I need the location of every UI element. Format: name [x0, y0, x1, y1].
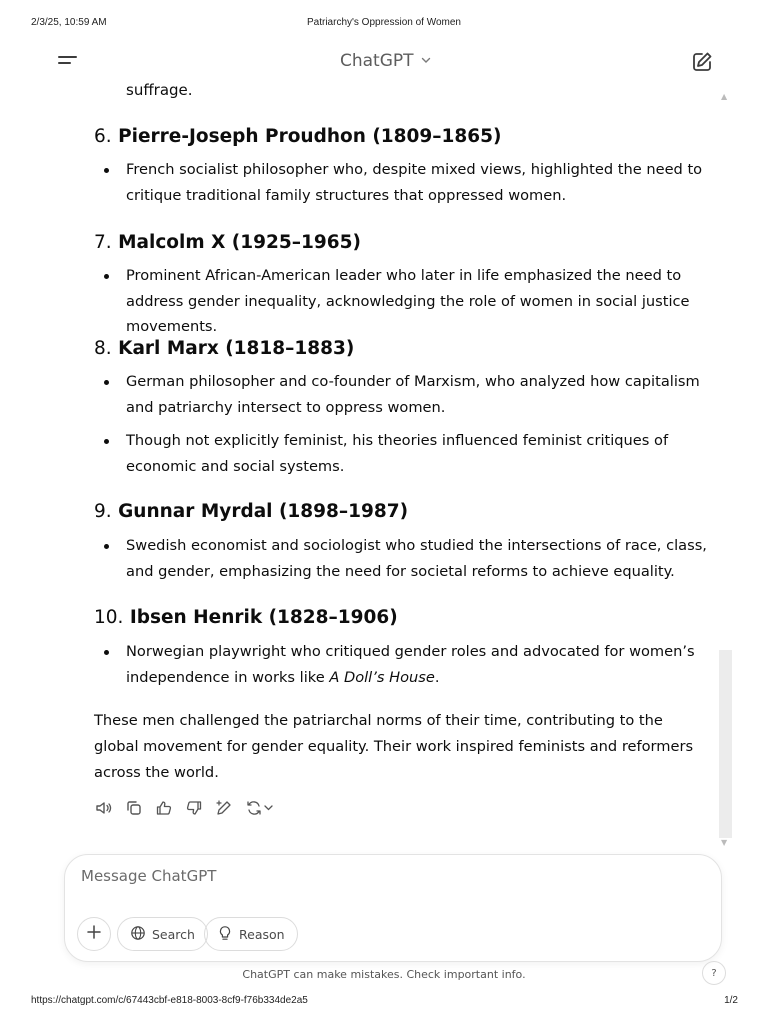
section-heading-8: 8. Karl Marx (1818–1883): [94, 338, 355, 359]
attach-button[interactable]: [77, 917, 111, 951]
bullet-item: German philosopher and co-founder of Marxism, who analyzed how capitalism and patriarchy intersect to oppress women.: [126, 369, 708, 420]
print-datetime: 2/3/25, 10:59 AM: [31, 17, 107, 28]
bullet-item: Though not explicitly feminist, his theories influenced feminist critiques of economic and social systems.: [126, 428, 708, 479]
scroll-down-arrow-icon[interactable]: ▼: [721, 838, 728, 847]
thumbs-down-icon[interactable]: [184, 798, 204, 818]
edit-canvas-icon[interactable]: [214, 798, 234, 818]
copy-icon[interactable]: [124, 798, 144, 818]
help-button[interactable]: ?: [702, 961, 726, 985]
scroll-up-arrow-icon[interactable]: ▲: [721, 92, 728, 101]
bullet-item: Norwegian playwright who critiqued gender roles and advocated for women’s independence in works like A Doll’s House.: [126, 639, 708, 690]
model-name: ChatGPT: [340, 51, 414, 71]
plus-icon: [86, 924, 102, 944]
reason-button[interactable]: [204, 917, 298, 951]
section-heading-9: 9. Gunnar Myrdal (1898–1987): [94, 501, 409, 522]
message-composer: [64, 854, 722, 962]
section-heading-6: 6. Pierre-Joseph Proudhon (1809–1865): [94, 126, 502, 147]
closing-paragraph: These men challenged the patriarchal norms of their time, contributing to the global movement for gender equality. Their work inspired feminists and reformers across the world.: [94, 712, 694, 781]
top-bar: [0, 44, 768, 80]
bullet-item: Swedish economist and sociologist who studied the intersections of race, class, and gender, emphasizing the need for societal reforms to achieve equality.: [126, 533, 708, 584]
print-page-number: 1/2: [724, 995, 738, 1006]
chevron-down-icon: [420, 51, 432, 71]
message-input[interactable]: Message ChatGPT: [81, 867, 217, 885]
search-label: Search: [152, 926, 195, 942]
globe-icon: [130, 925, 146, 944]
search-button[interactable]: [117, 917, 208, 951]
regenerate-icon[interactable]: [244, 798, 276, 818]
bullet-item: Prominent African-American leader who later in life emphasized the need to address gender inequality, acknowledging the role of women in social justice movements.: [126, 263, 708, 340]
section-heading-10: 10. Ibsen Henrik (1828–1906): [94, 607, 398, 628]
hamburger-menu-icon[interactable]: [56, 50, 80, 74]
read-aloud-icon[interactable]: [94, 798, 114, 818]
print-document-title: Patriarchy's Oppression of Women: [306, 17, 461, 28]
disclaimer-text: ChatGPT can make mistakes. Check important info.: [242, 968, 526, 981]
lightbulb-icon: [217, 925, 233, 944]
model-selector[interactable]: [340, 51, 432, 71]
reason-label: Reason: [239, 926, 285, 942]
section-heading-7: 7. Malcolm X (1925–1965): [94, 232, 361, 253]
thumbs-up-icon[interactable]: [154, 798, 174, 818]
scrollbar-thumb[interactable]: [719, 650, 732, 838]
new-chat-icon[interactable]: [690, 50, 714, 74]
print-url: https://chatgpt.com/c/67443cbf-e818-8003-8cf9-f76b334de2a5: [31, 995, 308, 1006]
truncated-text-fragment: suffrage.: [126, 81, 193, 99]
bullet-item: French socialist philosopher who, despite mixed views, highlighted the need to critique traditional family structures that oppressed women.: [126, 157, 708, 208]
work-title: A Doll’s House: [329, 668, 435, 686]
message-actions: [94, 798, 276, 818]
